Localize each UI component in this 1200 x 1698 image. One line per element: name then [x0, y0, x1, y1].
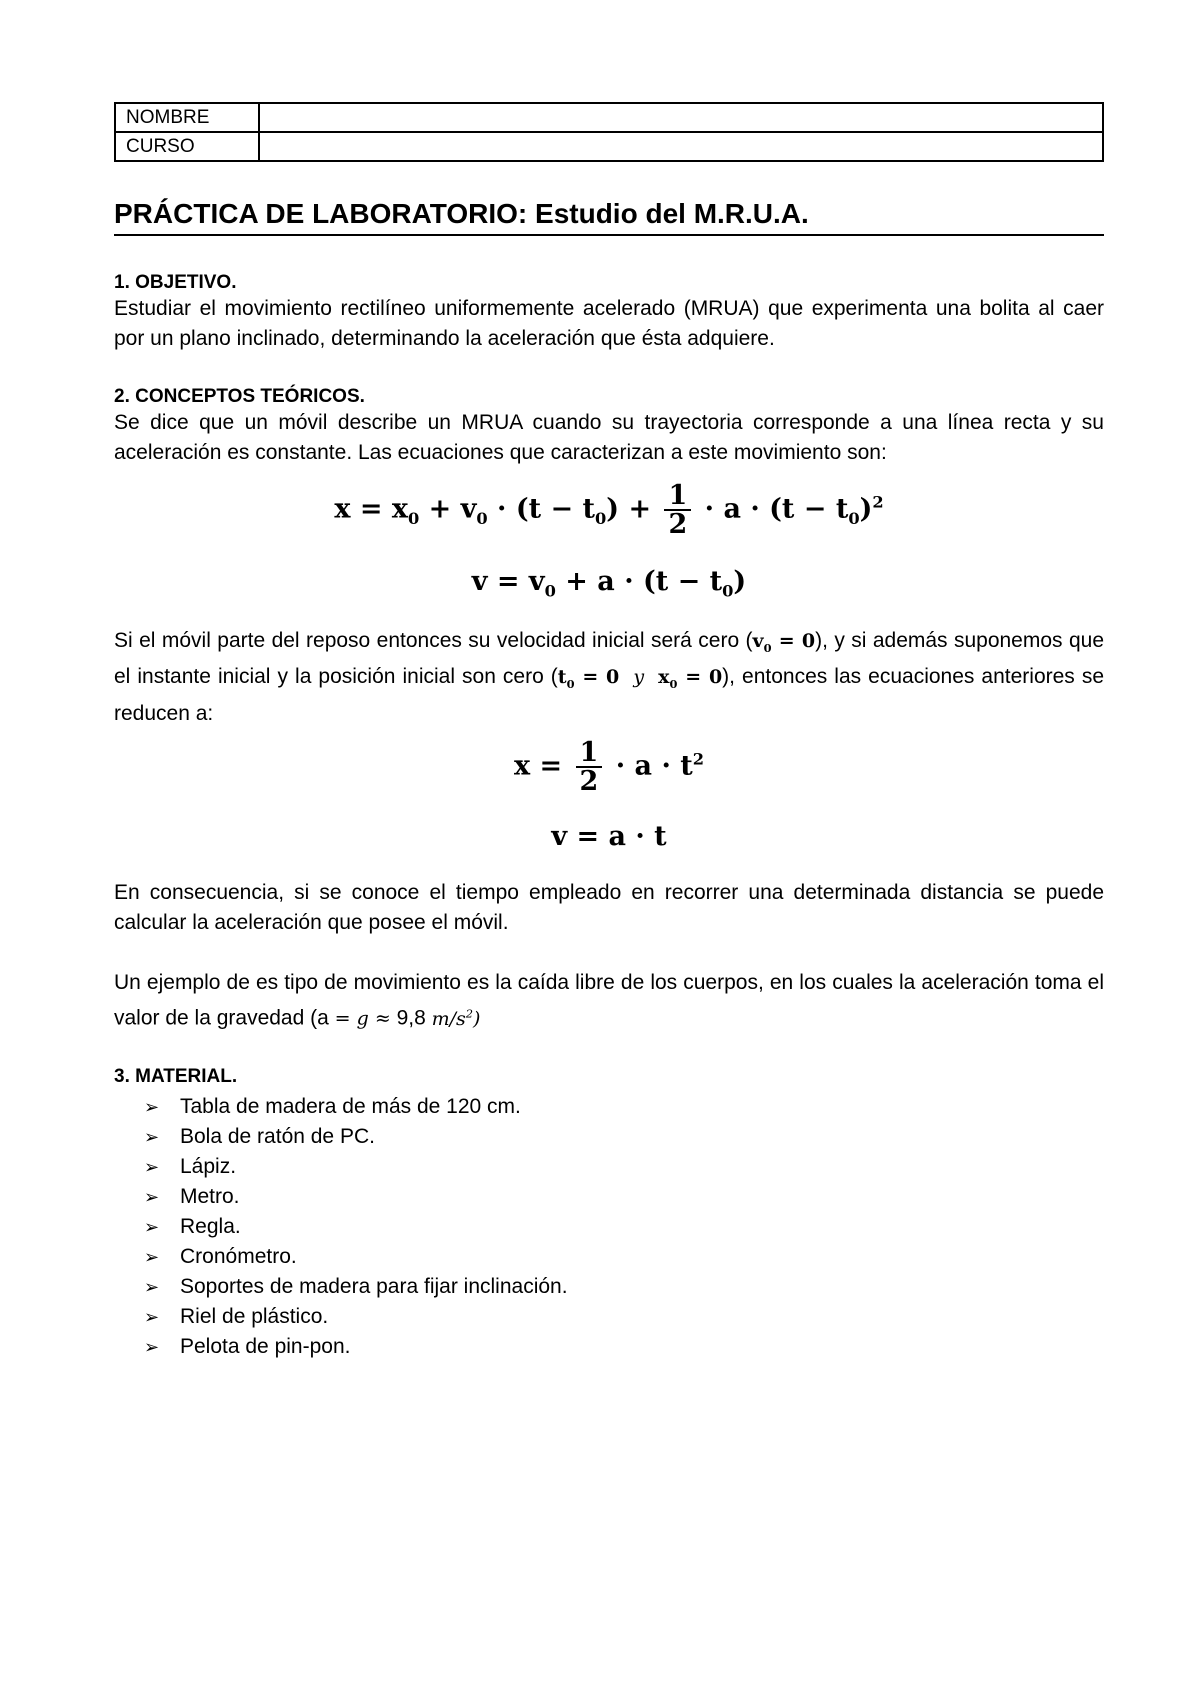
arrow-bullet-icon: ➢: [144, 1336, 160, 1357]
arrow-bullet-icon: ➢: [144, 1216, 160, 1237]
arrow-bullet-icon: ➢: [144, 1096, 160, 1117]
concepts-heading: 2. CONCEPTOS TEÓRICOS.: [114, 386, 365, 407]
course-label: CURSO: [115, 132, 259, 161]
name-label: NOMBRE: [115, 103, 259, 132]
material-heading: 3. MATERIAL.: [114, 1065, 238, 1087]
student-info-table: [114, 102, 1104, 162]
arrow-bullet-icon: ➢: [144, 1306, 160, 1327]
material-list: [114, 1092, 1104, 1362]
list-item: ➢ Soportes de madera para fijar inclinación.: [144, 1272, 1104, 1302]
document-page: [114, 102, 1104, 1362]
arrow-bullet-icon: ➢: [144, 1276, 160, 1297]
equation-velocity-general: $v = v_0 + a \cdot (t - t_0)$: [471, 566, 747, 601]
rest-paragraph: Si el móvil parte del reposo entonces su velocidad inicial será cero $(v_0 = 0)$, y si además suponemos que el instante inicial y la posición inicial son cero ($t_0 = 0$ y $x_0 = 0$), entonces las ecuaciones anteriores se reducen a:: [114, 628, 1105, 726]
equation-position-rest: x = $\frac{1}{2}$ · $a \cdot t^2$: [514, 737, 704, 798]
consequence-paragraph: En consecuencia, si se conoce el tiempo empleado en recorrer una determinada distancia se puede calcular la aceleración que posee el móvil.: [114, 881, 1104, 935]
arrow-bullet-icon: ➢: [144, 1246, 160, 1267]
concepts-intro: Se dice que un móvil describe un MRUA cuando su trayectoria corresponde a una línea recta y su aceleración es constante. Las ecuaciones que caracterizan a este movimiento son:: [114, 411, 1104, 464]
objective-text: Estudiar el movimiento rectilíneo uniformemente acelerado (MRUA) que experimenta una bolita al caer por un plano inclinado, determinando la aceleración que ésta adquiere.: [114, 297, 1104, 350]
arrow-bullet-icon: ➢: [144, 1186, 160, 1207]
list-item: ➢ Riel de plástico.: [144, 1302, 1104, 1332]
list-item: ➢ Metro.: [144, 1182, 1104, 1212]
objective-heading: 1. OBJETIVO.: [114, 272, 237, 293]
example-paragraph: Un ejemplo de es tipo de movimiento es la caída libre de los cuerpos, en los cuales la aceleración toma el valor de la gravedad (a = g ≈ 9,8 $m/s^2$): [114, 971, 1104, 1030]
arrow-bullet-icon: ➢: [144, 1156, 160, 1177]
equation-position-general: $x = x_0 + v_0 \cdot (t - t_0)$ + $\frac{1}{2}$ · $a \cdot (t - t_0)^2$: [334, 480, 884, 540]
list-item: ➢ Pelota de pin-pon.: [144, 1332, 1104, 1362]
equation-velocity-rest: v = a · t: [551, 821, 667, 853]
list-item: ➢ Bola de ratón de PC.: [144, 1122, 1104, 1152]
arrow-bullet-icon: ➢: [144, 1126, 160, 1147]
course-field[interactable]: [259, 132, 1103, 161]
list-item: ➢ Lápiz.: [144, 1152, 1104, 1182]
page-title: PRÁCTICA DE LABORATORIO: Estudio del M.R.U.A.: [114, 198, 1104, 236]
name-field[interactable]: [259, 103, 1103, 132]
list-item: ➢ Tabla de madera de más de 120 cm.: [144, 1092, 1104, 1122]
list-item: ➢ Regla.: [144, 1212, 1104, 1242]
list-item: ➢ Cronómetro.: [144, 1242, 1104, 1272]
